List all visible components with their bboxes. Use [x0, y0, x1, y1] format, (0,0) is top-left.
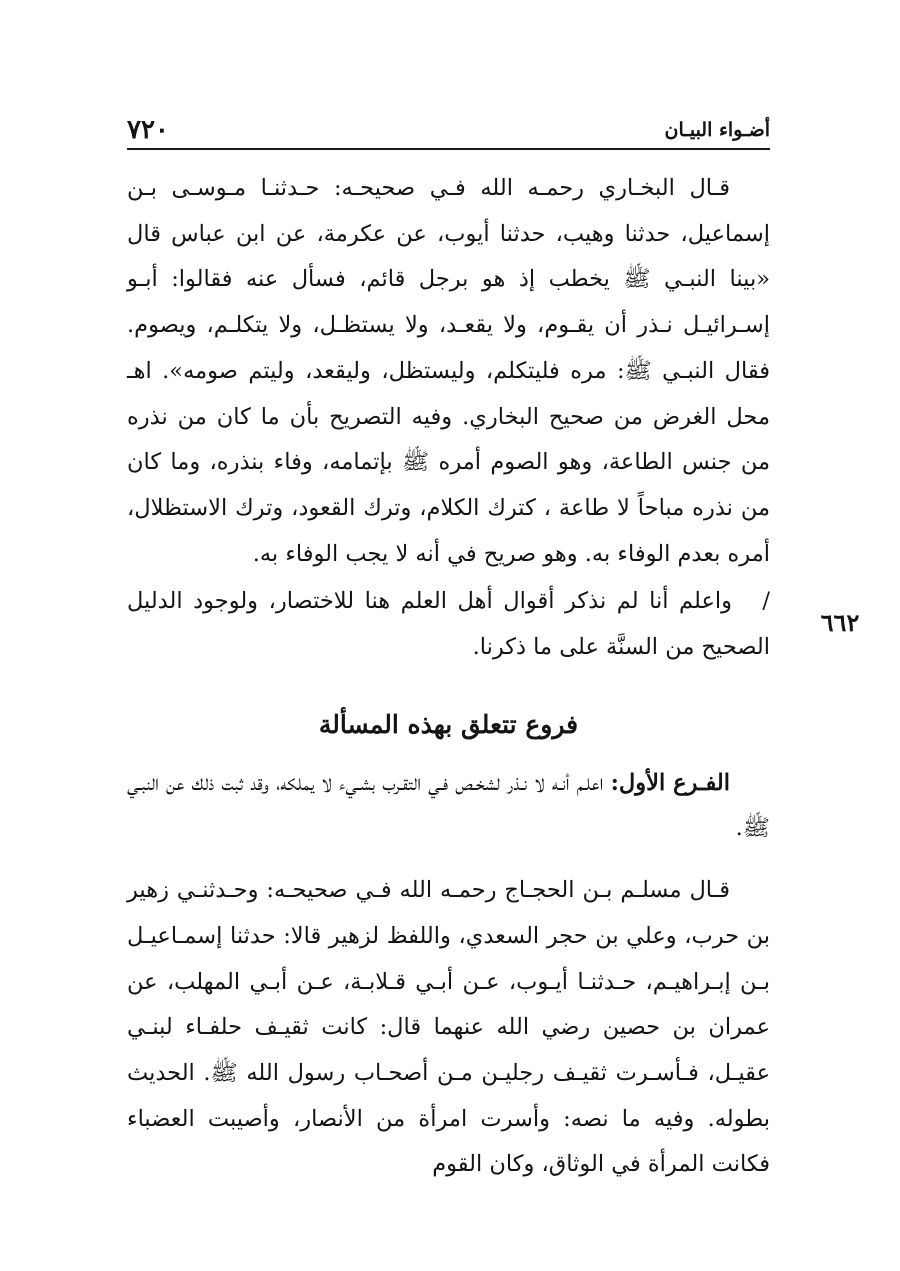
- paragraph-note: [127, 579, 770, 670]
- margin-page-reference: ٦٦٢: [820, 608, 860, 637]
- book-title: أضـواء البيـان: [664, 119, 770, 141]
- paragraph-first-branch: [127, 761, 770, 852]
- section-heading: فروع تتعلق بهذه المسألة: [318, 709, 579, 739]
- paragraph-muslim-hadith: قـال مسلـم بـن الحجـاج رحمـه الله فـي صحيحـه: وحـدثنـي زهير بن حرب، وعلي بن حجر السعدي، واللفظ لزهير قالا: حدثنا إسمـاعيـل بـن إبـراهيـم، حـدثنـا أيـوب، عـن أبـي قـلابـة، عـن أبـي المهلب، عن عمران بن حصين رضي الله عنهما قال: كانت ثقيـف حلفـاء لبنـي عقيـل، فـأسـرت ثقيـف رجليـن مـن أصحـاب رسول الله ﷺ. الحديث بطوله. وفيه ما نصه: وأسرت امرأة من الأنصار، وأصيبت العضباء فكانت المرأة في الوثاق، وكان القوم: [127, 877, 771, 1178]
- page-number: ٧٢٠: [127, 115, 169, 145]
- running-header: [127, 112, 770, 150]
- page-break-mark: /: [762, 588, 770, 615]
- main-text: [127, 166, 770, 1188]
- branch-label: الفـرع الأول:: [610, 769, 730, 796]
- paragraph-note-text: واعلم أنا لم نذكر أقوال أهل العلم هنا للاختصار، ولوجود الدليل الصحيح من السنَّة على ما ذكرنا.: [127, 588, 770, 661]
- paragraph-bukhari-hadith: قـال البخـاري رحمـه الله فـي صحيحـه: حـدثنـا مـوسـى بـن إسماعيل، حدثنا وهيب، حدثنا أيوب، عن عكرمة، عن ابن عباس قال «بينا النبـي ﷺ يخطب إذ هو برجل قائم، فسأل عنه فقالوا: أبـو إسـرائيـل نـذر أن يقـوم، ولا يقعـد، ولا يستظـل، ولا يتكلـم، ويصوم. فقال النبـي ﷺ: مره فليتكلم، وليستظل، وليقعد، وليتم صومه». اهـ محل الغرض من صحيح البخاري. وفيه التصريح بأن ما كان من نذره من جنس الطاعة، وهو الصوم أمره ﷺ بإتمامه، وفاء بنذره، وما كان من نذره مباحاً لا طاعة ، كترك الكلام، وترك القعود، وترك الاستظلال، أمره بعدم الوفاء به. وهو صريح في أنه لا يجب الوفاء به.: [127, 175, 770, 567]
- paragraph-first-branch-text: اعلـم أنـه لا نـذر لشخـص فـي التقـرب بشـيء لا يملكه، وقد ثبت ذلك عن النبـي ﷺ.: [127, 769, 770, 842]
